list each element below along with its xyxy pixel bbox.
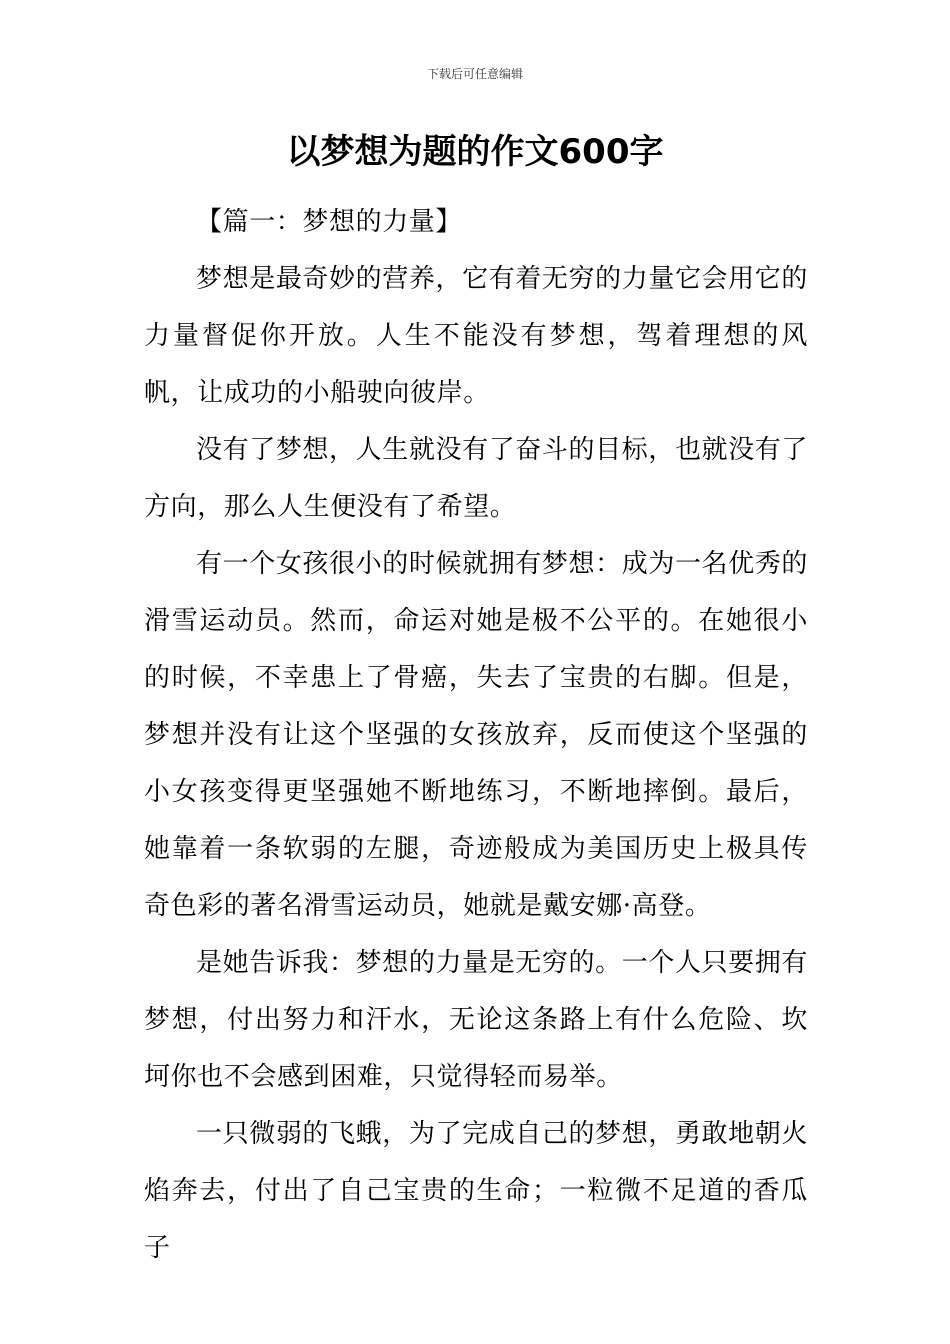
paragraph-5: 一只微弱的飞蛾，为了完成自己的梦想，勇敢地朝火焰奔去，付出了自己宝贵的生命；一粒微不足道的香瓜子 — [144, 1119, 808, 1263]
paragraph-3: 有一个女孩很小的时候就拥有梦想：成为一名优秀的滑雪运动员。然而，命运对她是极不公平的。在她很小的时候，不幸患上了骨癌，失去了宝贵的右脚。但是，梦想并没有让这个坚强的女孩放弃，反而使这个坚强的小女孩变得更坚强她不断地练习，不断地摔倒。最后，她靠着一条软弱的左腿，奇迹般成为美国历史上极具传奇色彩的著名滑雪运动员，她就是戴安娜·高登。 — [144, 549, 808, 921]
header-note: 下载后可任意编辑 — [426, 67, 523, 81]
paragraph-1: 梦想是最奇妙的营养，它有着无穷的力量它会用它的力量督促你开放。人生不能没有梦想，驾着理想的风帆，让成功的小船驶向彼岸。 — [144, 264, 808, 408]
document-title: 以梦想为题的作文600字 — [286, 132, 664, 172]
paragraph-2: 没有了梦想，人生就没有了奋斗的目标，也就没有了方向，那么人生便没有了希望。 — [144, 435, 808, 522]
document-body — [144, 194, 808, 1277]
section-heading: 【篇一：梦想的力量】 — [196, 207, 463, 237]
paragraph-4: 是她告诉我：梦想的力量是无穷的。一个人只要拥有梦想，付出努力和汗水，无论这条路上有什么危险、坎坷你也不会感到困难，只觉得轻而易举。 — [144, 948, 808, 1092]
